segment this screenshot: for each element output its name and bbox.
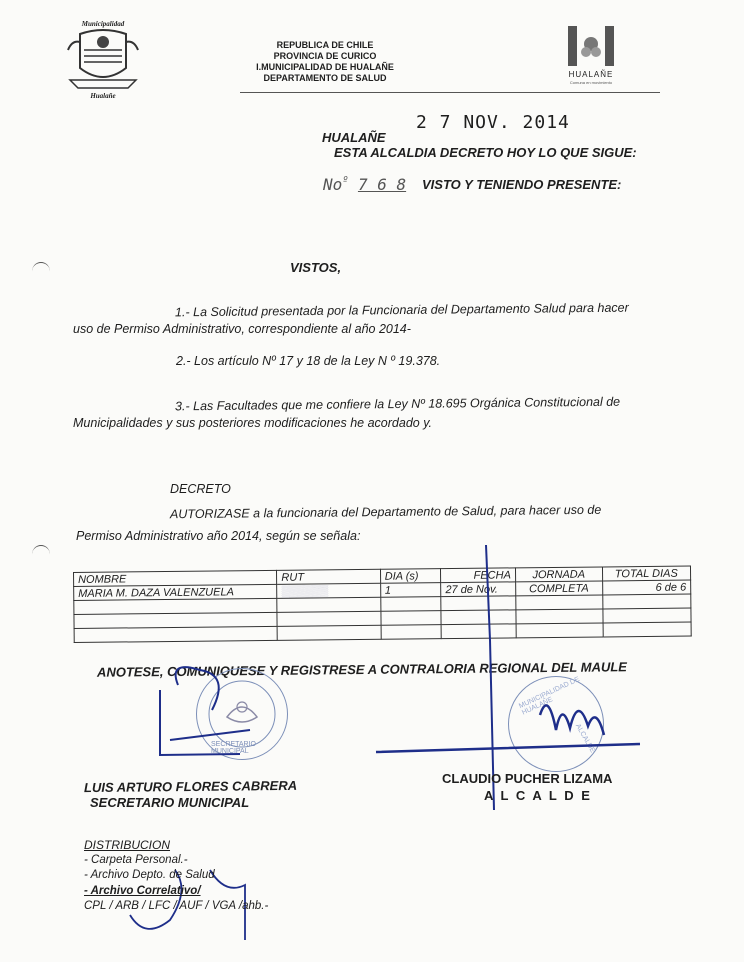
table-cell: 27 de Nov.: [441, 582, 516, 597]
decree-number-label: No: [323, 175, 343, 194]
decreto-line-2: Permiso Administrativo año 2014, según se señala:: [76, 529, 361, 543]
decreto-title: DECRETO: [170, 482, 231, 496]
distribution-item: - Archivo Depto. de Salud: [84, 869, 215, 881]
crest-bottom-text: Hualañe: [90, 92, 116, 100]
secretary-name: LUIS ARTURO FLORES CABRERA: [83, 777, 298, 796]
decree-number: [323, 175, 406, 194]
decree-number-suffix: VISTO Y TENIENDO PRESENTE:: [422, 177, 622, 192]
distribution-initials: CPL / ARB / LFC / AUF / VGA /ahb.-: [84, 900, 269, 912]
table-cell: 6 de 6: [602, 580, 691, 595]
stamp-text: SECRETARIO MUNICIPAL: [211, 741, 256, 755]
column-header: FECHA: [441, 568, 516, 583]
hualane-logo: [556, 24, 626, 90]
stamp-text: ALCALDE: [573, 722, 596, 755]
vistos-item-1-line-1: 1.- La Solicitud presentada por la Funcionaria del Departamento Salud para hacer: [174, 300, 629, 320]
vistos-item-3-line-2: Municipalidades y sus posteriores modificaciones he acordado y.: [73, 416, 432, 430]
closing-statement: ANOTESE, COMUNIQUESE Y REGISTRESE A CONTRALORIA REGIONAL DEL MAULE: [96, 659, 627, 680]
decree-intro-line: ESTA ALCALDIA DECRETO HOY LO QUE SIGUE:: [334, 145, 637, 160]
header-divider: [240, 92, 660, 93]
alcalde-title: A L C A L D E: [484, 788, 592, 803]
distribution-item: - Archivo Correlativo/: [84, 885, 201, 897]
column-header: RUT: [277, 569, 380, 584]
distribution-item: - Carpeta Personal.-: [84, 854, 188, 866]
column-header: DIA (s): [380, 569, 441, 584]
crest-top-text: Municipalidad: [81, 20, 125, 28]
alcalde-name: CLAUDIO PUCHER LIZAMA: [442, 771, 613, 786]
vistos-item-3-line-1: 3.- Las Facultades que me confiere la Ley Nº 18.695 Orgánica Constitucional de: [174, 394, 621, 414]
distribution-title: DISTRIBUCION: [84, 838, 171, 852]
letterhead-line: DEPARTAMENTO DE SALUD: [263, 73, 387, 83]
column-header: NOMBRE: [74, 570, 277, 586]
table-cell: COMPLETA: [515, 581, 602, 596]
municipal-crest-logo: [62, 20, 144, 104]
decree-number-sup: º: [342, 175, 349, 187]
handwritten-signatures: [0, 540, 744, 962]
vistos-item-2: 2.- Los artículo Nº 17 y 18 de la Ley N º 19.378.: [176, 354, 441, 368]
letterhead-line: I.MUNICIPALIDAD DE HUALAÑE: [256, 62, 394, 72]
vistos-title: VISTOS,: [290, 260, 342, 275]
vistos-item-1-line-2: uso de Permiso Administrativo, correspondiente al año 2014-: [73, 322, 411, 336]
logo-name: HUALAÑE: [568, 70, 614, 79]
date-stamp: 2 7 NOV. 2014: [416, 112, 570, 133]
decree-number-value: 7 6 8: [357, 175, 407, 194]
h-letter-icon: [556, 24, 626, 70]
letterhead-line: PROVINCIA DE CURICO: [273, 51, 377, 61]
secretary-title: SECRETARIO MUNICIPAL: [90, 795, 250, 810]
letterhead-line: REPUBLICA DE CHILE: [276, 40, 374, 50]
column-header: JORNADA: [515, 567, 602, 582]
rut-cell-redacted: ▒▒▒▒▒▒: [277, 583, 380, 598]
letterhead: [230, 40, 420, 84]
column-header: TOTAL DIAS: [602, 566, 691, 581]
table-cell: 1: [380, 583, 441, 598]
decreto-line-1: AUTORIZASE a la funcionaria del Departamento de Salud, para hacer uso de: [169, 502, 602, 522]
logo-tagline: Comuna en movimiento: [569, 80, 613, 85]
stamp-text: MUNICIPALIDAD DE HUALAÑE: [518, 675, 581, 717]
table-cell: MARIA M. DAZA VALENZUELA: [74, 584, 277, 600]
punch-hole-mark: [32, 262, 50, 281]
place-name: HUALAÑE: [322, 130, 386, 145]
